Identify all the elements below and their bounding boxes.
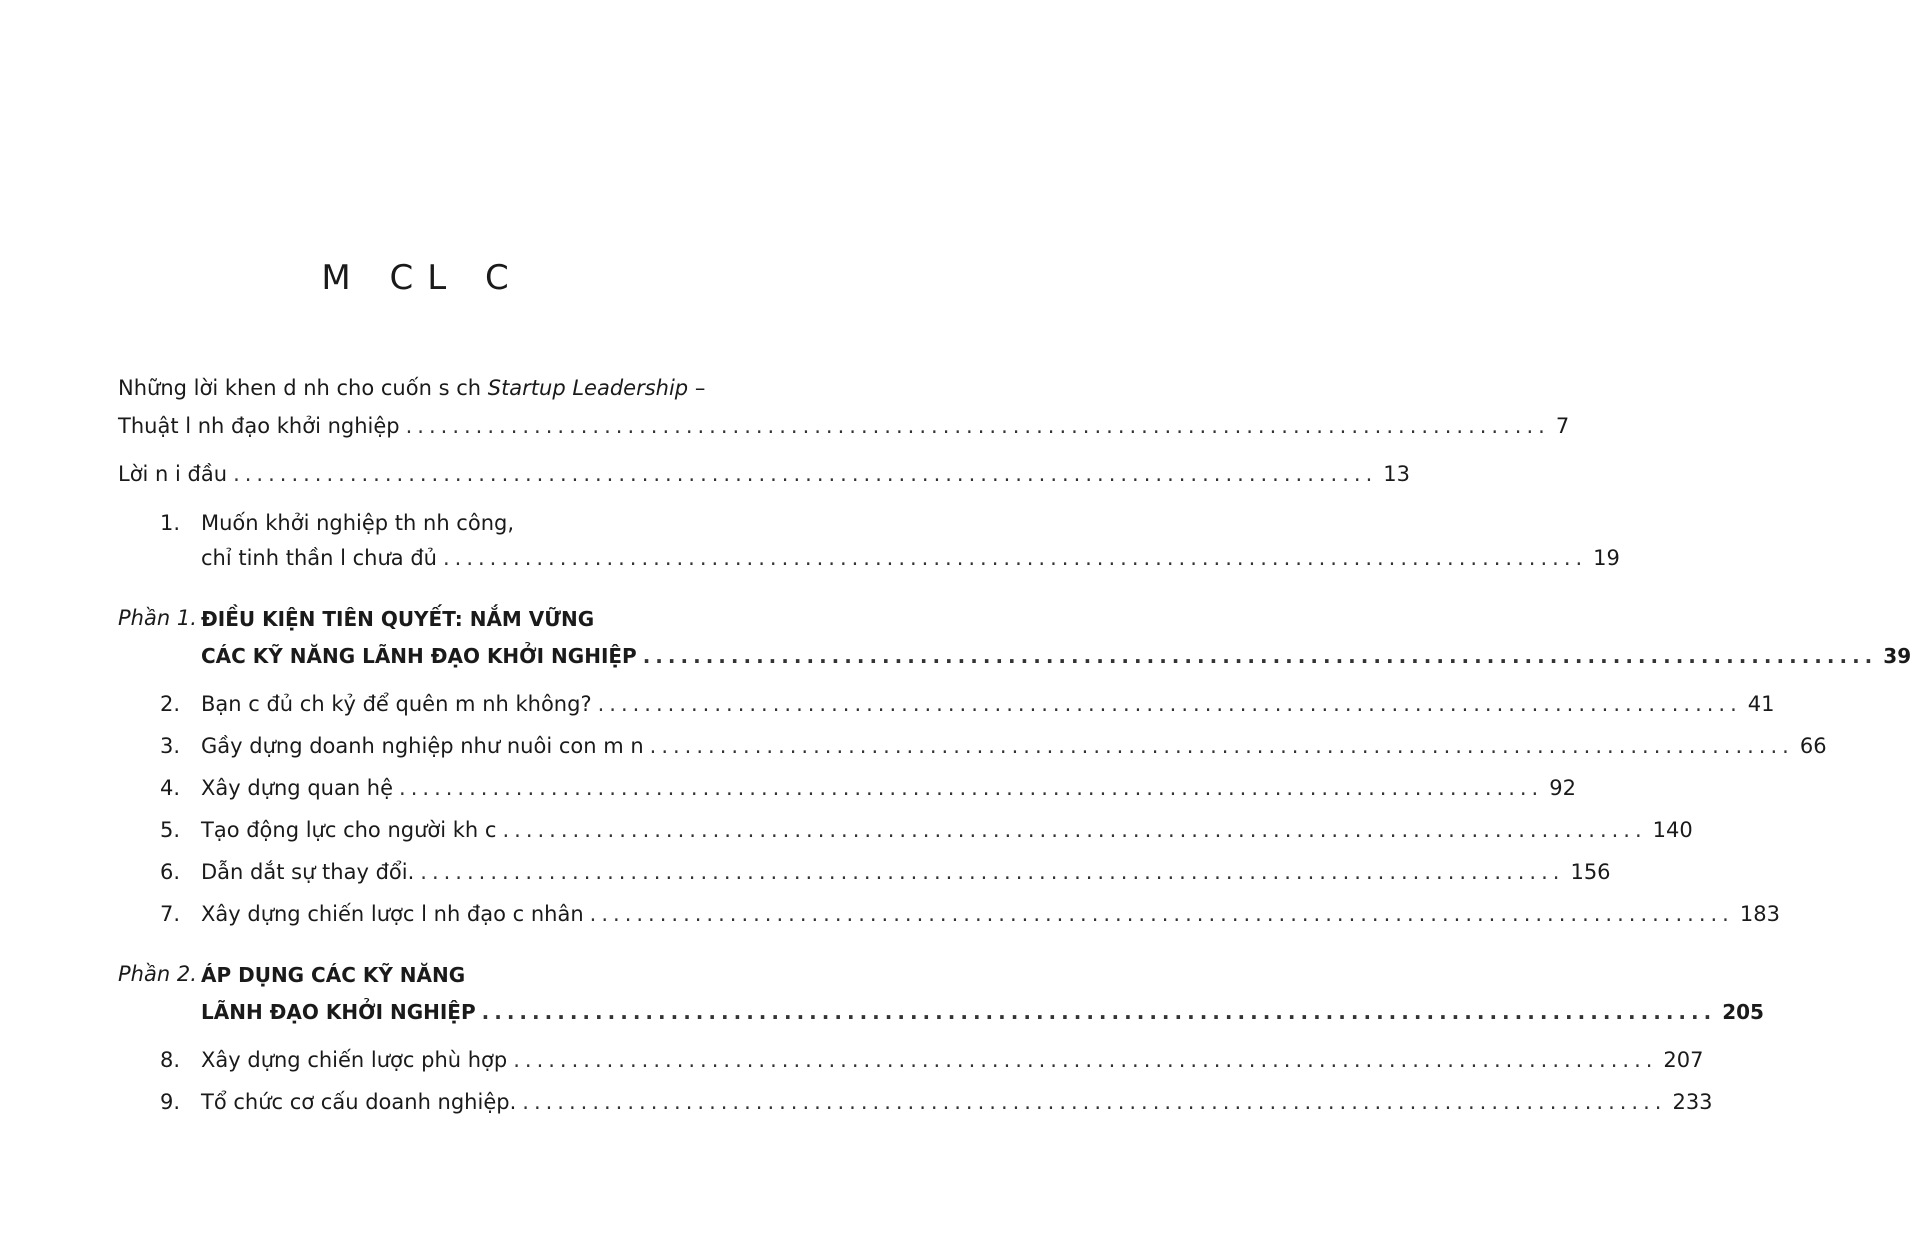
toc-entry-page: 183 bbox=[1739, 902, 1780, 926]
toc-entry-text: chỉ tinh thần l chưa đủ bbox=[201, 546, 437, 570]
chapter-number: 1. bbox=[159, 511, 180, 535]
part-title-line1: ĐIỀU KIỆN TIÊN QUYẾT: NẮM VỮNG bbox=[201, 607, 595, 631]
leader-dots: .................................................................................................. bbox=[420, 860, 1565, 884]
toc-entry-chapter-6[interactable] bbox=[201, 860, 1611, 884]
toc-entry-page: 156 bbox=[1570, 860, 1611, 884]
toc-entry-text: Xây dựng quan hệ bbox=[201, 776, 394, 800]
chapter-number: 4. bbox=[159, 776, 180, 800]
leader-dots: .................................................................................................. bbox=[502, 818, 1647, 842]
chapter-number: 9. bbox=[159, 1090, 180, 1114]
toc-entry-text: Thuật l nh đạo khởi nghiệp bbox=[118, 414, 400, 438]
part-title-line1: ÁP DỤNG CÁC KỸ NĂNG bbox=[201, 963, 466, 987]
toc-entry-text: Xây dựng chiến lược l nh đạo c nhân bbox=[201, 902, 584, 926]
chapter-number: 2. bbox=[159, 692, 180, 716]
toc-entry-chapter-9[interactable] bbox=[201, 1090, 1713, 1114]
toc-entry-praise-line1: Những lời khen d nh cho cuốn s ch Startup Leadership – bbox=[118, 376, 706, 400]
toc-entry-text: Dẫn dắt sự thay đổi. bbox=[201, 860, 415, 884]
toc-entry-text: CÁC KỸ NĂNG LÃNH ĐẠO KHỞI NGHIỆP bbox=[201, 644, 637, 668]
toc-entry-page: 205 bbox=[1722, 1000, 1764, 1024]
leader-dots: .................................................................................................. bbox=[589, 902, 1734, 926]
leader-dots: .................................................................................................. bbox=[597, 692, 1742, 716]
toc-entry-page: 7 bbox=[1555, 414, 1570, 438]
leader-dots: .................................................................................................. bbox=[442, 546, 1588, 570]
toc-entry-text: Xây dựng chiến lược phù hợp bbox=[201, 1048, 508, 1072]
toc-entry-chapter-4[interactable] bbox=[201, 776, 1576, 800]
chapter-number: 8. bbox=[159, 1048, 180, 1072]
toc-entry-chapter-3[interactable] bbox=[201, 734, 1827, 758]
toc-entry-page: 13 bbox=[1383, 462, 1410, 486]
leader-dots: .................................................................................................. bbox=[522, 1090, 1667, 1114]
toc-entry-chapter-7[interactable] bbox=[201, 902, 1780, 926]
toc-entry-chapter-5[interactable] bbox=[201, 818, 1693, 842]
toc-entry-page: 92 bbox=[1549, 776, 1576, 800]
toc-entry-page: 41 bbox=[1747, 692, 1775, 716]
leader-dots: .................................................................................................. bbox=[405, 414, 1550, 438]
leader-dots: .................................................................................................. bbox=[649, 734, 1794, 758]
toc-entry-text: LÃNH ĐẠO KHỞI NGHIỆP bbox=[201, 1000, 476, 1024]
part-label: Phần 1. bbox=[118, 606, 197, 630]
chapter-number: 3. bbox=[159, 734, 180, 758]
toc-entry-praise[interactable] bbox=[118, 414, 1570, 438]
toc-entry-chapter-8[interactable] bbox=[201, 1048, 1704, 1072]
toc-entry-part-1[interactable] bbox=[201, 644, 1911, 668]
leader-dots: .................................................................................................. bbox=[399, 776, 1544, 800]
toc-entry-page: 39 bbox=[1883, 644, 1911, 668]
toc-entry-preface[interactable] bbox=[118, 462, 1410, 486]
toc-entry-page: 66 bbox=[1799, 734, 1827, 758]
part-label: Phần 2. bbox=[118, 962, 197, 986]
leader-dots: .................................................................................................. bbox=[642, 644, 1878, 668]
toc-entry-text: Bạn c đủ ch kỷ để quên m nh không? bbox=[201, 692, 592, 716]
toc-entry-part-2[interactable] bbox=[201, 1000, 1764, 1024]
leader-dots: .................................................................................................. bbox=[513, 1048, 1658, 1072]
chapter-number: 7. bbox=[159, 902, 180, 926]
toc-entry-page: 233 bbox=[1672, 1090, 1713, 1114]
leader-dots: .................................................................................................. bbox=[233, 462, 1378, 486]
toc-entry-chapter-1[interactable] bbox=[201, 546, 1620, 570]
toc-entry-text: Tổ chức cơ cấu doanh nghiệp. bbox=[201, 1090, 517, 1114]
toc-entry-page: 140 bbox=[1652, 818, 1693, 842]
page-title: M CL C bbox=[321, 258, 523, 298]
toc-entry-page: 19 bbox=[1593, 546, 1620, 570]
chapter-number: 6. bbox=[159, 860, 180, 884]
toc-entry-text: Tạo động lực cho người kh c bbox=[201, 818, 497, 842]
toc-entry-text: Gầy dựng doanh nghiệp như nuôi con m n bbox=[201, 734, 644, 758]
toc-entry-text: Lời n i đầu bbox=[118, 462, 228, 486]
chapter-title-line1: Muốn khởi nghiệp th nh công, bbox=[201, 511, 515, 535]
leader-dots: .................................................................................................. bbox=[481, 1000, 1717, 1024]
chapter-number: 5. bbox=[159, 818, 180, 842]
toc-entry-page: 207 bbox=[1663, 1048, 1704, 1072]
toc-entry-chapter-2[interactable] bbox=[201, 692, 1775, 716]
